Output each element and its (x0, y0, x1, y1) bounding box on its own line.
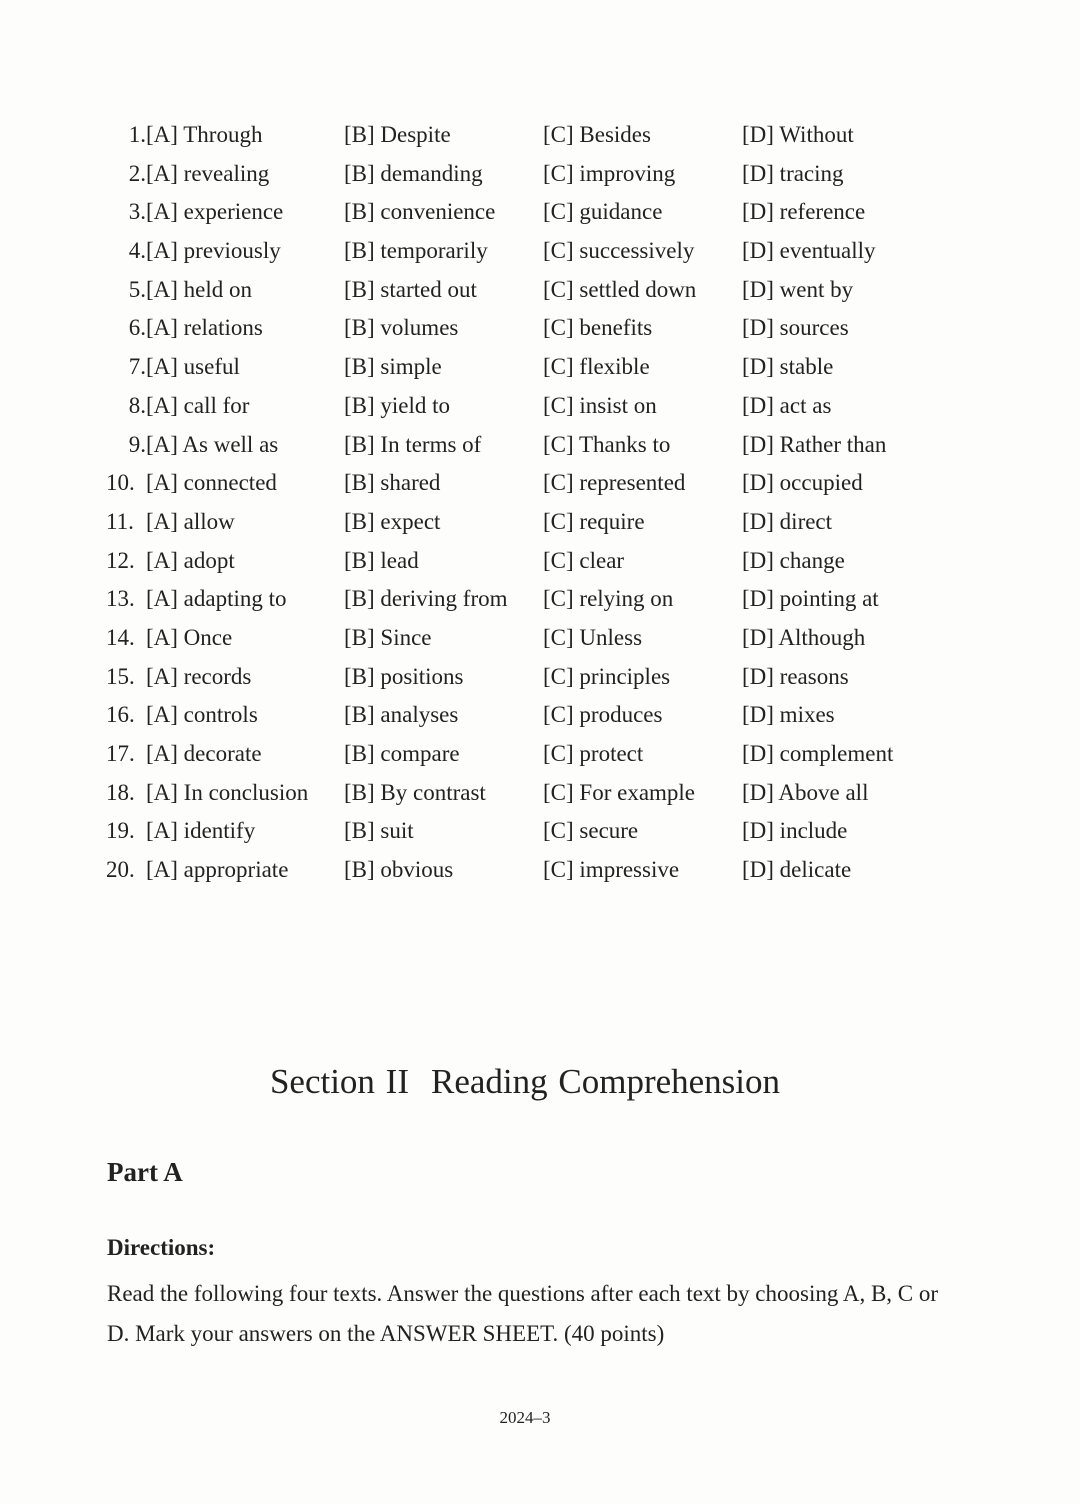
option-a: [A] previously (146, 238, 281, 264)
option-a: [A] revealing (146, 160, 270, 186)
question-row (106, 193, 926, 232)
option-d: [D] occupied (742, 470, 863, 496)
directions-text: Read the following four texts. Answer the questions after each text by choosing A, B, C or D. Mark your answers on the ANSWER SHEET. (40 points) (107, 1281, 939, 1346)
question-row (106, 464, 926, 503)
option-b: [B] suit (344, 818, 414, 844)
option-c: [C] settled down (543, 276, 697, 302)
option-d: [D] Rather than (742, 431, 887, 457)
option-b: [B] analyses (344, 702, 459, 728)
option-a: [A] records (146, 663, 252, 689)
option-b: [B] yield to (344, 392, 451, 418)
question-number: 1. (128, 122, 146, 147)
option-d: [D] direct (742, 508, 833, 534)
option-d: [D] pointing at (742, 586, 879, 612)
page-number: 2024–3 (499, 1408, 551, 1427)
option-d: [D] went by (742, 276, 854, 302)
option-b: [B] Despite (344, 122, 451, 147)
option-a: [A] Once (146, 624, 233, 650)
option-c: [C] successively (543, 238, 695, 264)
option-d: [D] Without (742, 122, 854, 147)
option-d: [D] include (742, 818, 848, 844)
option-a: [A] allow (146, 508, 235, 534)
option-b: [B] By contrast (344, 779, 486, 805)
option-a: [A] Through (146, 122, 263, 147)
option-d: [D] reference (742, 199, 866, 225)
question-number: 5. (128, 276, 146, 302)
option-b: [B] convenience (344, 199, 496, 225)
question-number: 8. (128, 392, 146, 418)
option-c: [C] guidance (543, 199, 663, 225)
question-number: 6. (128, 315, 146, 341)
question-row (106, 426, 926, 465)
question-row (106, 812, 926, 851)
option-c: [C] improving (543, 160, 676, 186)
option-c: [C] impressive (543, 857, 680, 883)
option-b: [B] temporarily (344, 238, 488, 264)
option-a: [A] In conclusion (146, 779, 309, 805)
option-a: [A] identify (146, 818, 256, 844)
option-b: [B] demanding (344, 160, 483, 186)
option-b: [B] deriving from (344, 586, 508, 612)
option-b: [B] expect (344, 508, 441, 534)
section-name: Reading Comprehension (431, 1062, 781, 1101)
question-row (106, 851, 926, 890)
question-row (106, 116, 926, 155)
part-heading: Part A (107, 1157, 183, 1187)
question-row (106, 309, 926, 348)
option-b: [B] shared (344, 470, 441, 496)
question-row (106, 348, 926, 387)
question-number: 4. (128, 238, 146, 264)
question-row (106, 503, 926, 542)
question-number: 13. (106, 586, 135, 612)
option-a: [A] relations (146, 315, 263, 341)
option-a: [A] useful (146, 354, 240, 380)
question-number: 14. (106, 624, 135, 650)
option-c: [C] relying on (543, 586, 674, 612)
question-number: 19. (106, 818, 135, 844)
question-row (106, 542, 926, 581)
option-a: [A] experience (146, 199, 284, 225)
option-a: [A] connected (146, 470, 277, 496)
question-number: 18. (106, 779, 135, 805)
directions-label: Directions: (107, 1235, 216, 1260)
question-row (106, 387, 926, 426)
option-a: [A] held on (146, 276, 253, 302)
option-c: [C] secure (543, 818, 639, 844)
option-d: [D] reasons (742, 663, 849, 689)
question-row (106, 774, 926, 813)
option-b: [B] obvious (344, 857, 454, 883)
section-number: Section II (269, 1062, 409, 1101)
question-row (106, 580, 926, 619)
option-b: [B] In terms of (344, 431, 482, 457)
question-row (106, 155, 926, 194)
option-b: [B] compare (344, 741, 460, 766)
question-number: 20. (106, 857, 135, 883)
option-a: [A] As well as (146, 431, 279, 457)
option-d: [D] sources (742, 315, 849, 341)
question-number: 10. (106, 470, 135, 496)
option-a: [A] adopt (146, 547, 235, 573)
option-c: [C] clear (543, 547, 625, 573)
question-row (106, 271, 926, 310)
question-number: 12. (106, 547, 135, 573)
question-number: 17. (106, 741, 135, 766)
option-d: [D] tracing (742, 160, 844, 186)
option-a: [A] call for (146, 392, 250, 418)
question-row (106, 735, 926, 774)
question-number: 15. (106, 663, 135, 689)
question-number: 16. (106, 702, 135, 728)
option-b: [B] positions (344, 663, 464, 689)
question-row (106, 619, 926, 658)
option-a: [A] appropriate (146, 857, 289, 883)
option-d: [D] act as (742, 392, 832, 418)
option-c: [C] protect (543, 741, 644, 766)
option-d: [D] stable (742, 354, 834, 380)
option-b: [B] lead (344, 547, 419, 573)
question-number: 3. (128, 199, 146, 225)
option-d: [D] Although (742, 624, 866, 650)
option-b: [B] simple (344, 354, 442, 380)
question-row (106, 696, 926, 735)
option-d: [D] change (742, 547, 845, 573)
question-number: 9. (128, 431, 146, 457)
question-row (106, 232, 926, 271)
option-b: [B] Since (344, 624, 432, 650)
option-d: [D] complement (742, 741, 894, 766)
option-c: [C] insist on (543, 392, 657, 418)
option-c: [C] require (543, 508, 645, 534)
option-b: [B] started out (344, 276, 477, 302)
option-c: [C] represented (543, 470, 686, 496)
option-c: [C] Thanks to (543, 431, 671, 457)
option-a: [A] controls (146, 702, 258, 728)
option-c: [C] For example (543, 779, 696, 805)
option-d: [D] Above all (742, 779, 869, 805)
option-a: [A] adapting to (146, 586, 287, 612)
option-c: [C] flexible (543, 354, 650, 380)
option-d: [D] delicate (742, 857, 852, 883)
option-d: [D] mixes (742, 702, 835, 728)
option-d: [D] eventually (742, 238, 876, 264)
option-c: [C] benefits (543, 315, 653, 341)
question-number: 2. (128, 160, 146, 186)
option-c: [C] principles (543, 663, 671, 689)
option-a: [A] decorate (146, 741, 262, 766)
question-number: 7. (128, 354, 146, 380)
question-number: 11. (106, 508, 134, 534)
cloze-options-list (106, 116, 926, 890)
option-c: [C] produces (543, 702, 663, 728)
option-c: [C] Besides (543, 122, 651, 147)
option-b: [B] volumes (344, 315, 459, 341)
section-title (0, 1062, 1050, 1102)
question-row (106, 658, 926, 697)
option-c: [C] Unless (543, 624, 643, 650)
